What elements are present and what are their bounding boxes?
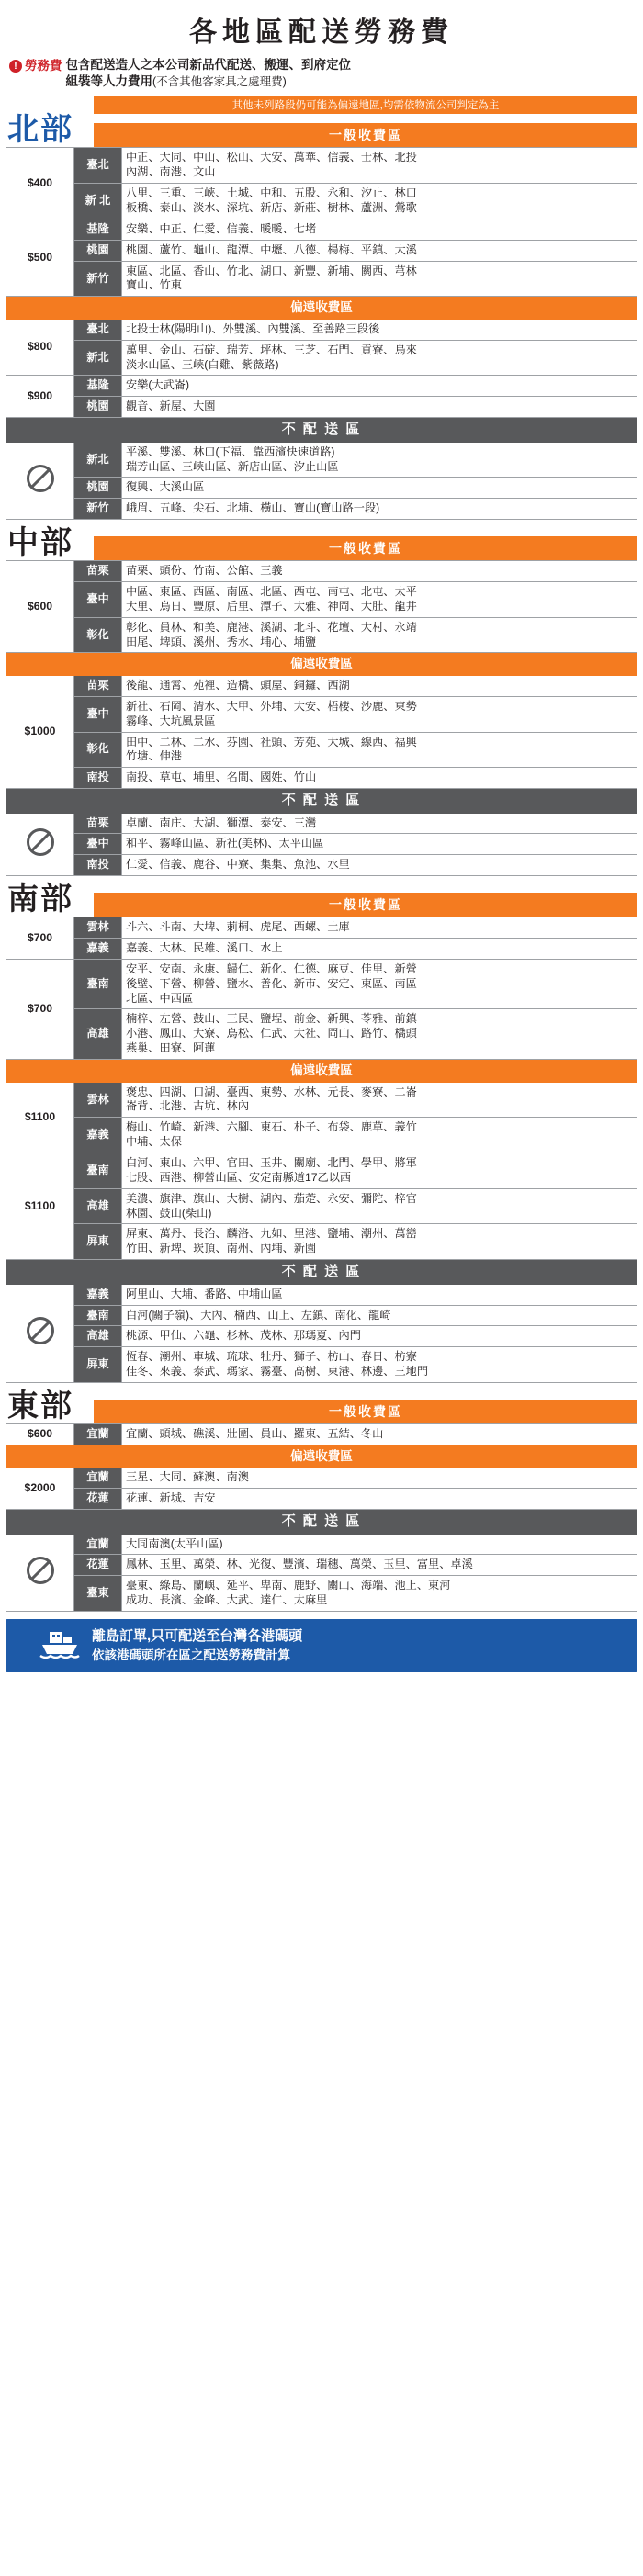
- section-title-row: [6, 653, 637, 676]
- fee-note-sub: (不含其他客家具之處理費): [152, 75, 287, 89]
- area-list: 新社、石岡、清水、大甲、外埔、大安、梧棲、沙鹿、東勢 霧峰、大坑風景區: [122, 696, 637, 732]
- ban-icon: [27, 1317, 54, 1344]
- section-title: 一般收費區: [94, 536, 637, 560]
- ship-icon: [39, 1628, 81, 1664]
- area-list: 花蓮、新城、吉安: [122, 1489, 637, 1510]
- fee-table: [6, 1423, 637, 1612]
- table-row: [6, 768, 637, 789]
- area-list: 屏東、萬丹、長治、麟洛、九如、里港、鹽埔、潮州、萬巒 竹田、新埤、崁頂、南州、內埔、新園: [122, 1224, 637, 1260]
- region-tag: 東部: [7, 1388, 73, 1423]
- area-list: 萬里、金山、石碇、瑞芳、坪林、三芝、石門、貢寮、烏來 淡水山區、三峽(白雞、紫薇路): [122, 340, 637, 376]
- city-label: 花蓮: [74, 1489, 122, 1510]
- region-header: [6, 1390, 637, 1423]
- table-row: [6, 1534, 637, 1555]
- city-label: 基隆: [74, 219, 122, 240]
- city-label: 新 北: [74, 184, 122, 219]
- section-title-row: [6, 297, 637, 320]
- exclamation-icon: !: [9, 60, 22, 73]
- city-label: 高雄: [74, 1188, 122, 1224]
- table-row: [6, 834, 637, 855]
- area-list: 恆春、潮州、車城、琉球、牡丹、獅子、枋山、春日、枋寮 佳冬、來義、泰武、瑪家、霧臺、高樹、東港、林邊、三地門: [122, 1347, 637, 1383]
- table-row: [6, 813, 637, 834]
- city-label: 桃園: [74, 478, 122, 499]
- area-list: 美濃、旗津、旗山、大樹、湖內、茄萣、永安、彌陀、梓官 林園、鼓山(柴山): [122, 1188, 637, 1224]
- section-title-row: [6, 1260, 637, 1285]
- table-row: [6, 1009, 637, 1060]
- region-block: [6, 527, 637, 876]
- fee-note-line1: 包含配送造人之本公司新品代配送、搬運、到府定位: [65, 58, 351, 72]
- regions-container: [0, 96, 643, 1612]
- orange-note: 其他未列路段仍可能為偏遠地區,均需依物流公司判定為主: [94, 96, 637, 114]
- no-delivery-icon: [6, 1284, 74, 1382]
- section-title: 一般收費區: [94, 893, 637, 917]
- no-delivery-icon: [6, 813, 74, 876]
- city-label: 苗栗: [74, 813, 122, 834]
- area-list: 三星、大同、蘇澳、南澳: [122, 1468, 637, 1489]
- city-label: 南投: [74, 768, 122, 789]
- city-label: 花蓮: [74, 1555, 122, 1576]
- table-row: [6, 1489, 637, 1510]
- area-list: 安平、安南、永康、歸仁、新化、仁德、麻豆、佳里、新營 後壁、下營、柳營、鹽水、善化、新市、安定、東區、南區 北區、中西區: [122, 959, 637, 1009]
- city-label: 宜蘭: [74, 1423, 122, 1445]
- area-list: 安樂、中正、仁愛、信義、暖暖、七堵: [122, 219, 637, 240]
- area-list: 北投士林(陽明山)、外雙溪、內雙溪、至善路三段後: [122, 319, 637, 340]
- city-label: 臺東: [74, 1576, 122, 1612]
- fee-note-line2: 組裝等人力費用: [65, 74, 152, 89]
- footer-line1: 離島訂單,只可配送至台灣各港碼頭: [92, 1628, 303, 1645]
- region-header: [6, 114, 637, 147]
- fee-note-badge: [9, 57, 62, 74]
- city-label: 彰化: [74, 617, 122, 653]
- table-row: [6, 675, 637, 696]
- city-label: 高雄: [74, 1326, 122, 1347]
- area-list: 褒忠、四湖、口湖、臺西、東勢、水林、元長、麥寮、二崙 崙背、北港、古坑、林內: [122, 1082, 637, 1118]
- fee-price: $2000: [6, 1468, 74, 1510]
- table-row: [6, 1082, 637, 1118]
- fee-table: [6, 917, 637, 1383]
- region-block: [6, 96, 637, 520]
- city-label: 新竹: [74, 261, 122, 297]
- table-row: [6, 696, 637, 732]
- city-label: 屏東: [74, 1224, 122, 1260]
- footer-line2: 依該港碼頭所在區之配送勞務費計算: [92, 1648, 290, 1663]
- table-row: [6, 240, 637, 261]
- city-label: 苗栗: [74, 561, 122, 582]
- city-label: 臺中: [74, 581, 122, 617]
- section-title-row: [6, 418, 637, 443]
- table-row: [6, 561, 637, 582]
- region-header: [6, 883, 637, 917]
- region-tag: 中部: [7, 525, 73, 561]
- area-list: 彰化、員林、和美、鹿港、溪湖、北斗、花壇、大村、永靖 田尾、埤頭、溪州、秀水、埔心、埔鹽: [122, 617, 637, 653]
- fee-note-badge-label: 勞務費: [25, 59, 62, 73]
- fee-note: [0, 57, 643, 96]
- fee-price: $1100: [6, 1082, 74, 1153]
- ban-icon: [27, 1557, 54, 1584]
- fee-table: [6, 147, 637, 520]
- section-title-row: [6, 789, 637, 814]
- table-row: [6, 732, 637, 768]
- area-list: 仁愛、信義、鹿谷、中寮、集集、魚池、水里: [122, 855, 637, 876]
- fee-price: $700: [6, 959, 74, 1059]
- area-list: 東區、北區、香山、竹北、湖口、新豐、新埔、關西、芎林 寶山、竹東: [122, 261, 637, 297]
- table-row: [6, 1347, 637, 1383]
- table-row: [6, 499, 637, 520]
- table-row: [6, 1555, 637, 1576]
- table-row: [6, 319, 637, 340]
- area-list: 苗栗、頭份、竹南、公館、三義: [122, 561, 637, 582]
- city-label: 南投: [74, 855, 122, 876]
- section-title: 一般收費區: [94, 1400, 637, 1423]
- table-row: [6, 1305, 637, 1326]
- area-list: 鳳林、玉里、萬榮、林、光復、豐濱、瑞穗、萬榮、玉里、富里、卓溪: [122, 1555, 637, 1576]
- table-row: [6, 1326, 637, 1347]
- city-label: 桃園: [74, 397, 122, 418]
- region-header: [6, 527, 637, 560]
- city-label: 桃園: [74, 240, 122, 261]
- table-row: [6, 617, 637, 653]
- city-label: 嘉義: [74, 939, 122, 960]
- fee-price: $900: [6, 376, 74, 418]
- city-label: 嘉義: [74, 1284, 122, 1305]
- table-row: [6, 1576, 637, 1612]
- city-label: 臺南: [74, 1153, 122, 1189]
- section-title: 不 配 送 區: [6, 789, 637, 814]
- region-tag: 南部: [7, 882, 73, 917]
- area-list: 宜蘭、頭城、礁溪、壯圍、員山、羅東、五結、冬山: [122, 1423, 637, 1445]
- city-label: 臺南: [74, 1305, 122, 1326]
- table-row: [6, 1284, 637, 1305]
- section-title: 偏遠收費區: [6, 297, 637, 320]
- area-list: 桃源、甲仙、六龜、杉林、茂林、那瑪夏、內門: [122, 1326, 637, 1347]
- table-row: [6, 1468, 637, 1489]
- area-list: 平溪、雙溪、林口(下福、靠西濱快速道路) 瑞芳山區、三峽山區、新店山區、汐止山區: [122, 442, 637, 478]
- area-list: 後龍、通霄、苑裡、造橋、頭屋、銅鑼、西湖: [122, 675, 637, 696]
- ban-icon: [27, 465, 54, 492]
- region-tag: 北部: [7, 112, 73, 148]
- section-title: 不 配 送 區: [6, 1510, 637, 1535]
- fee-price: $1100: [6, 1153, 74, 1260]
- table-row: [6, 261, 637, 297]
- area-list: 安樂(大武崙): [122, 376, 637, 397]
- table-row: [6, 1118, 637, 1153]
- city-label: 高雄: [74, 1009, 122, 1060]
- fee-price: $700: [6, 917, 74, 960]
- city-label: 彰化: [74, 732, 122, 768]
- fee-price: $400: [6, 148, 74, 219]
- table-row: [6, 959, 637, 1009]
- region-block: [6, 883, 637, 1383]
- city-label: 新竹: [74, 499, 122, 520]
- area-list: 梅山、竹崎、新港、六腳、東石、朴子、布袋、鹿草、義竹 中埔、太保: [122, 1118, 637, 1153]
- city-label: 臺北: [74, 319, 122, 340]
- area-list: 阿里山、大埔、番路、中埔山區: [122, 1284, 637, 1305]
- area-list: 中區、東區、西區、南區、北區、西屯、南屯、北屯、太平 大里、烏日、豐原、后里、潭子、大雅、神岡、大肚、龍井: [122, 581, 637, 617]
- area-list: 峨眉、五峰、尖石、北埔、橫山、寶山(寶山路一段): [122, 499, 637, 520]
- footer-banner: [6, 1619, 637, 1672]
- area-list: 嘉義、大林、民雄、溪口、水上: [122, 939, 637, 960]
- area-list: 斗六、斗南、大埤、莿桐、虎尾、西螺、土庫: [122, 917, 637, 939]
- fee-price: $1000: [6, 675, 74, 788]
- section-title: 不 配 送 區: [6, 1260, 637, 1285]
- city-label: 宜蘭: [74, 1468, 122, 1489]
- city-label: 宜蘭: [74, 1534, 122, 1555]
- table-row: [6, 1153, 637, 1189]
- section-title: 不 配 送 區: [6, 418, 637, 443]
- section-title: 一般收費區: [94, 123, 637, 147]
- area-list: 桃園、蘆竹、龜山、龍潭、中壢、八德、楊梅、平鎮、大溪: [122, 240, 637, 261]
- fee-price: $600: [6, 1423, 74, 1445]
- table-row: [6, 442, 637, 478]
- table-row: [6, 1188, 637, 1224]
- area-list: 觀音、新屋、大園: [122, 397, 637, 418]
- area-list: 白河(關子嶺)、大內、楠西、山上、左鎮、南化、龍崎: [122, 1305, 637, 1326]
- region-block: [6, 1390, 637, 1612]
- city-label: 臺北: [74, 148, 122, 184]
- city-label: 嘉義: [74, 1118, 122, 1153]
- fee-price: $800: [6, 319, 74, 376]
- table-row: [6, 397, 637, 418]
- table-row: [6, 855, 637, 876]
- table-row: [6, 376, 637, 397]
- no-delivery-icon: [6, 442, 74, 519]
- area-list: 大同南澳(太平山區): [122, 1534, 637, 1555]
- table-row: [6, 939, 637, 960]
- ban-icon: [27, 828, 54, 856]
- table-row: [6, 478, 637, 499]
- city-label: 屏東: [74, 1347, 122, 1383]
- section-title-row: [6, 1060, 637, 1083]
- city-label: 臺南: [74, 959, 122, 1009]
- area-list: 中正、大同、中山、松山、大安、萬華、信義、士林、北投 內湖、南港、文山: [122, 148, 637, 184]
- table-row: [6, 219, 637, 240]
- table-row: [6, 917, 637, 939]
- city-label: 臺中: [74, 696, 122, 732]
- table-row: [6, 1224, 637, 1260]
- city-label: 雲林: [74, 1082, 122, 1118]
- table-row: [6, 184, 637, 219]
- section-title-row: [6, 1510, 637, 1535]
- fee-price: $600: [6, 561, 74, 653]
- section-title: 偏遠收費區: [6, 1445, 637, 1468]
- area-list: 南投、草屯、埔里、名間、國姓、竹山: [122, 768, 637, 789]
- city-label: 臺中: [74, 834, 122, 855]
- area-list: 卓蘭、南庄、大湖、獅潭、泰安、三灣: [122, 813, 637, 834]
- page-title: 各地區配送勞務費: [189, 17, 454, 48]
- city-label: 雲林: [74, 917, 122, 939]
- section-title-row: [6, 1445, 637, 1468]
- area-list: 臺東、綠島、蘭嶼、延平、卑南、鹿野、關山、海端、池上、東河 成功、長濱、金峰、大武、達仁、太麻里: [122, 1576, 637, 1612]
- area-list: 田中、二林、二水、芬園、社頭、芳苑、大城、線西、福興 竹塘、伸港: [122, 732, 637, 768]
- table-row: [6, 340, 637, 376]
- area-list: 楠梓、左營、鼓山、三民、鹽埕、前金、新興、苓雅、前鎮 小港、鳳山、大寮、鳥松、仁武、大社、岡山、路竹、橋頭 燕巢、田寮、阿蓮: [122, 1009, 637, 1060]
- table-row: [6, 148, 637, 184]
- table-row: [6, 581, 637, 617]
- fee-note-text: [62, 57, 352, 90]
- no-delivery-icon: [6, 1534, 74, 1611]
- fee-table: [6, 560, 637, 876]
- section-title: 偏遠收費區: [6, 1060, 637, 1083]
- city-label: 苗栗: [74, 675, 122, 696]
- area-list: 和平、霧峰山區、新社(美林)、太平山區: [122, 834, 637, 855]
- fee-price: $500: [6, 219, 74, 296]
- city-label: 基隆: [74, 376, 122, 397]
- table-row: [6, 1423, 637, 1445]
- section-title: 偏遠收費區: [6, 653, 637, 676]
- footer-text: [92, 1626, 302, 1665]
- area-list: 復興、大溪山區: [122, 478, 637, 499]
- area-list: 八里、三重、三峽、土城、中和、五股、永和、汐止、林口 板橋、泰山、淡水、深坑、新店、新莊、樹林、蘆洲、鶯歌: [122, 184, 637, 219]
- city-label: 新北: [74, 442, 122, 478]
- area-list: 白河、東山、六甲、官田、玉井、關廟、北門、學甲、將軍 七股、西港、柳營山區、安定南縣道17乙以西: [122, 1153, 637, 1189]
- city-label: 新北: [74, 340, 122, 376]
